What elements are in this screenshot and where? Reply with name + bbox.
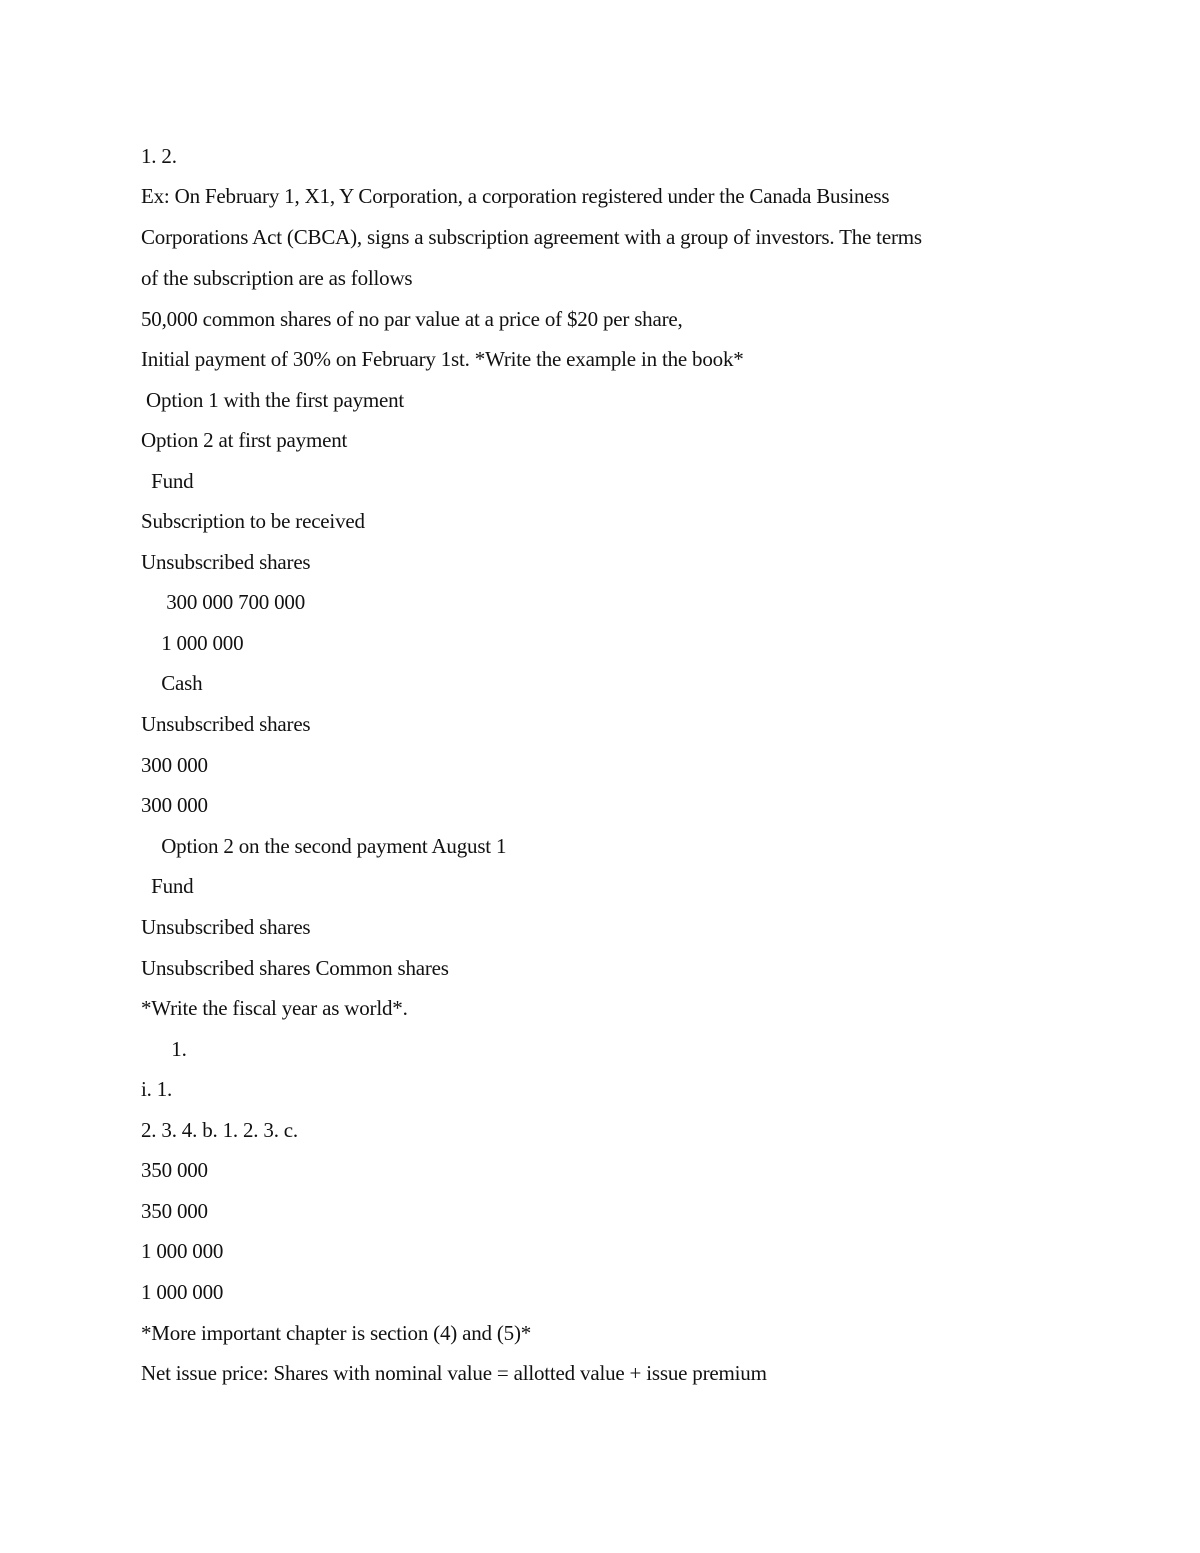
text-line: Fund <box>141 469 194 493</box>
text-line: Fund <box>141 874 194 898</box>
text-line: Corporations Act (CBCA), signs a subscription agreement with a group of investors. The terms <box>141 225 922 249</box>
text-line: of the subscription are as follows <box>141 266 413 290</box>
text-line: 300 000 <box>141 753 208 777</box>
text-line: Unsubscribed shares <box>141 915 311 939</box>
text-line: 1. <box>141 1037 187 1061</box>
text-line: Unsubscribed shares <box>141 550 311 574</box>
text-line: 350 000 <box>141 1158 208 1182</box>
text-line: 1 000 000 <box>141 631 244 655</box>
text-line: Option 2 on the second payment August 1 <box>141 834 507 858</box>
text-line: i. 1. <box>141 1077 173 1101</box>
text-line: Cash <box>141 671 203 695</box>
text-line: Net issue price: Shares with nominal value = allotted value + issue premium <box>141 1361 767 1385</box>
text-line: Unsubscribed shares <box>141 712 311 736</box>
text-line: 350 000 <box>141 1199 208 1223</box>
text-line: 1 000 000 <box>141 1239 224 1263</box>
text-line: *More important chapter is section (4) and (5)* <box>141 1321 532 1345</box>
text-line: Initial payment of 30% on February 1st. *Write the example in the book* <box>141 347 744 371</box>
text-line: 300 000 700 000 <box>141 590 306 614</box>
text-line: Subscription to be received <box>141 509 365 533</box>
text-line: Option 2 at first payment <box>141 428 348 452</box>
text-line: 1. 2. <box>141 144 177 168</box>
text-line: Option 1 with the first payment <box>141 388 405 412</box>
text-line: *Write the fiscal year as world*. <box>141 996 408 1020</box>
text-line: 2. 3. 4. b. 1. 2. 3. c. <box>141 1118 298 1142</box>
text-line: Unsubscribed shares Common shares <box>141 956 449 980</box>
text-line: 50,000 common shares of no par value at a price of $20 per share, <box>141 307 683 331</box>
text-line: 1 000 000 <box>141 1280 224 1304</box>
text-line: Ex: On February 1, X1, Y Corporation, a corporation registered under the Canada Business <box>141 184 890 208</box>
text-line: 300 000 <box>141 793 208 817</box>
